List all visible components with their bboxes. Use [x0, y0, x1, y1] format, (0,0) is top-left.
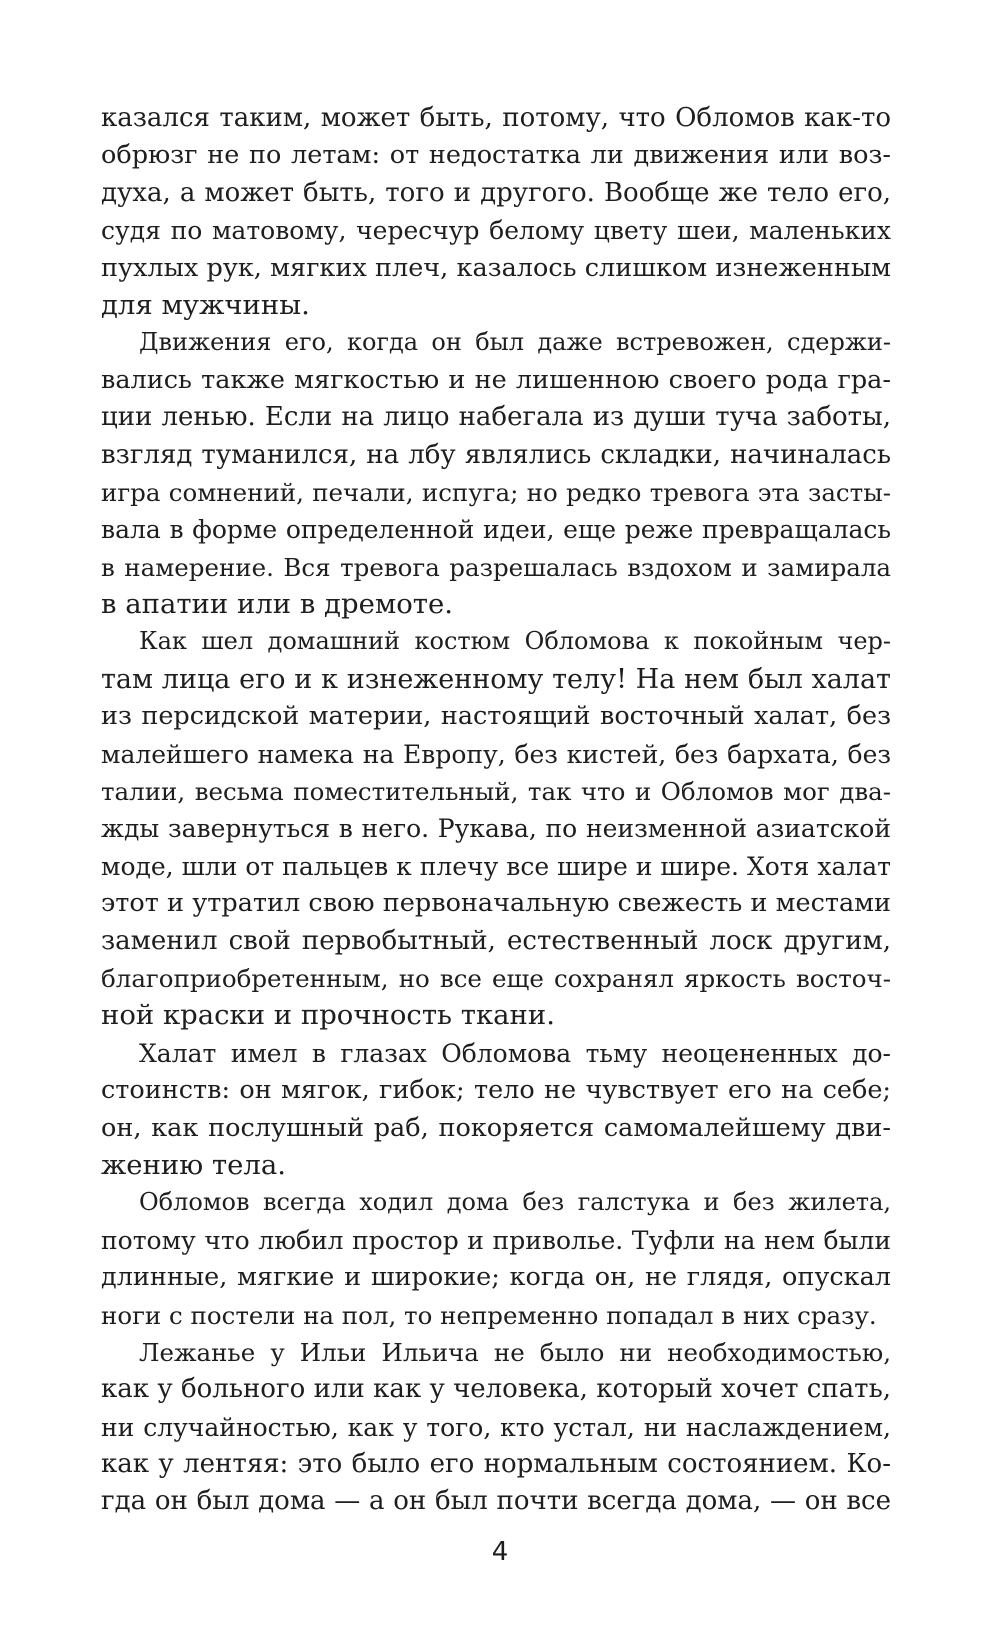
text-line: духа, а может быть, того и другого. Вообще же тело его,	[101, 177, 891, 208]
text-line: казался таким, может быть, потому, что Обломов как-то	[101, 103, 891, 133]
text-line: там лица его и к изнеженному телу! На нем был халат	[101, 663, 891, 695]
text-line: ной краски и прочность ткани.	[101, 999, 555, 1032]
paragraph	[101, 100, 891, 324]
text-line: пухлых рук, мягких плеч, казалось слишком изнеженным	[101, 252, 891, 283]
paragraph	[101, 1184, 891, 1334]
text-line: для мужчины.	[101, 288, 310, 321]
text-line: Халат имел в глазах Обломова тьму неоцененных до-	[139, 1038, 891, 1068]
text-line: талии, весьма поместительный, так что и Обломов мог два-	[101, 777, 891, 807]
text-line: Как шел домашний костюм Обломова к покойным чер-	[139, 627, 891, 656]
text-line: жению тела.	[101, 1148, 287, 1181]
text-line: взгляд туманился, на лбу являлись складки, начиналась	[101, 439, 891, 470]
text-line: благоприобретенным, но все еще сохранял яркость восточ-	[101, 963, 891, 993]
text-line: этот и утратил свою первоначальную свежесть и местами	[101, 888, 891, 919]
text-line: гда он был дома — а он был почти всегда дома, — он все	[101, 1486, 891, 1517]
text-line: потому что любил простор и приволье. Туфли на нем были	[101, 1225, 891, 1255]
text-line: Лежанье у Ильи Ильича не было ни необходимостью,	[139, 1337, 891, 1367]
text-line: в намерение. Вся тревога разрешалась вздохом и замирала	[101, 552, 891, 582]
text-line: судя по матовому, чересчур белому цвету шеи, маленьких	[101, 216, 891, 246]
text-line: Движения его, когда он был даже встревожен, сдержи-	[139, 328, 891, 357]
text-line: вались также мягкостью и не лишенною своего рода гра-	[101, 364, 891, 395]
text-line: он, как послушный раб, покоряется самомалейшему дви-	[101, 1112, 891, 1143]
text-line: из персидской материи, настоящий восточный халат, без	[101, 701, 891, 732]
text-line: вала в форме определенной идеи, еще реже превращалась	[101, 515, 891, 545]
text-line: как у лентяя: это было его нормальным состоянием. Ко-	[101, 1449, 891, 1480]
paragraph	[101, 1334, 891, 1521]
paragraph	[101, 623, 891, 1034]
text-line: ции ленью. Если на лицо набегала из души туча заботы,	[101, 402, 891, 433]
text-line: длинные, мягкие и широкие; когда он, не глядя, опускал	[101, 1262, 891, 1293]
text-line: малейшего намека на Европу, без кистей, без бархата, без	[101, 739, 891, 769]
text-line: в апатии или в дремоте.	[101, 588, 454, 621]
page-number: 4	[491, 1537, 509, 1567]
text-line: заменил свой первобытный, естественный лоск другим,	[101, 925, 891, 956]
paragraph	[101, 324, 891, 623]
paragraph	[101, 1035, 891, 1185]
text-line: моде, шли от пальцев к плечу все шире и шире. Хотя халат	[101, 851, 891, 881]
text-line: как у больного или как у человека, который хочет спать,	[101, 1374, 891, 1405]
body-text	[101, 100, 891, 1521]
text-line: ноги с постели на пол, то непременно попадал в них сразу.	[101, 1300, 877, 1330]
text-line: стоинств: он мягок, гибок; тело не чувствует его на себе;	[101, 1075, 891, 1106]
text-line: жды завернуться в него. Рукава, по неизменной азиатской	[101, 814, 891, 844]
text-line: обрюзг не по летам: от недостатка ли движения или воз-	[101, 140, 891, 171]
text-line: ни случайностью, как у того, кто устал, ни наслаждением,	[101, 1412, 891, 1442]
text-line: игра сомнений, печали, испуга; но редко тревога эта засты-	[101, 477, 891, 507]
text-line: Обломов всегда ходил дома без галстука и без жилета,	[139, 1188, 891, 1217]
